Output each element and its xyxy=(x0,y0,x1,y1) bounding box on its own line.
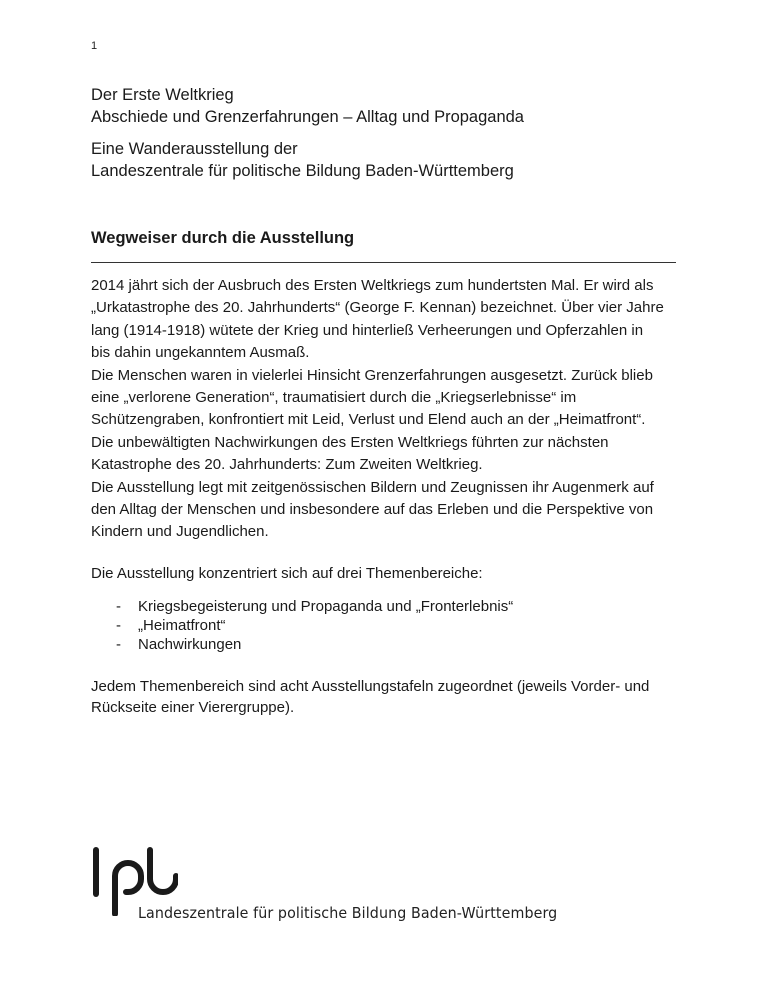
body-text xyxy=(91,275,691,544)
body-line: den Alltag der Menschen und insbesondere auf das Erleben und die Perspektive von xyxy=(91,501,654,519)
organization-line-2: Landeszentrale für politische Bildung Baden-Württemberg xyxy=(91,162,514,180)
bullet-dash: - xyxy=(116,598,121,615)
body-line: Die unbewältigten Nachwirkungen des Ersten Weltkriegs führten zur nächsten xyxy=(91,433,609,451)
body-line: bis dahin ungekanntem Ausmaß. xyxy=(91,344,310,362)
page-number: 1 xyxy=(91,40,98,52)
body-line: Die Ausstellung legt mit zeitgenössischen Bildern und Zeugnissen ihr Augenmerk auf xyxy=(91,478,654,496)
section-heading: Wegweiser durch die Ausstellung xyxy=(91,229,355,247)
bullet-dash: - xyxy=(116,636,121,653)
closing-paragraph xyxy=(91,676,649,718)
body-line: Die Menschen waren in vielerlei Hinsicht Grenzerfahrungen ausgesetzt. Zurück blieb xyxy=(91,366,653,384)
body-line: Katastrophe des 20. Jahrhunderts: Zum Zweiten Weltkrieg. xyxy=(91,456,483,474)
body-line: Schützengraben, konfrontiert mit Leid, Verlust und Elend auch an der „Heimatfront“. xyxy=(91,411,646,429)
organization-line-1: Eine Wanderausstellung der xyxy=(91,140,298,158)
title-line-2: Abschiede und Grenzerfahrungen – Alltag und Propaganda xyxy=(91,108,524,126)
title-line-1: Der Erste Weltkrieg xyxy=(91,86,234,104)
list-item xyxy=(91,635,513,654)
body-line: 2014 jährt sich der Ausbruch des Ersten Weltkriegs zum hundertsten Mal. Er wird als xyxy=(91,277,654,294)
topic-label: Kriegsbegeisterung und Propaganda und „Fronterlebnis“ xyxy=(138,598,514,615)
document-title xyxy=(91,84,524,128)
organization-block xyxy=(91,138,514,182)
heading-divider xyxy=(91,262,676,263)
closing-line-2: Rückseite einer Vierergruppe). xyxy=(91,699,295,716)
topic-label: „Heimatfront“ xyxy=(138,617,226,634)
body-line: „Urkatastrophe des 20. Jahrhunderts“ (George F. Kennan) bezeichnet. Über vier Jahre xyxy=(91,299,664,317)
list-item xyxy=(91,597,513,616)
body-line: Kindern und Jugendlichen. xyxy=(91,523,269,541)
topic-list xyxy=(91,597,513,654)
list-item xyxy=(91,616,513,635)
bullet-dash: - xyxy=(116,617,121,634)
body-line: lang (1914-1918) wütete der Krieg und hinterließ Verheerungen und Opferzahlen in xyxy=(91,321,644,339)
topic-label: Nachwirkungen xyxy=(138,636,242,653)
closing-line-1: Jedem Themenbereich sind acht Ausstellungstafeln zugeordnet (jeweils Vorder- und xyxy=(91,678,650,695)
logo-caption: Landeszentrale für politische Bildung Baden-Württemberg xyxy=(138,904,558,922)
body-line: eine „verlorene Generation“, traumatisiert durch die „Kriegserlebnisse“ im xyxy=(91,389,577,407)
topics-intro: Die Ausstellung konzentriert sich auf drei Themenbereiche: xyxy=(91,565,483,582)
